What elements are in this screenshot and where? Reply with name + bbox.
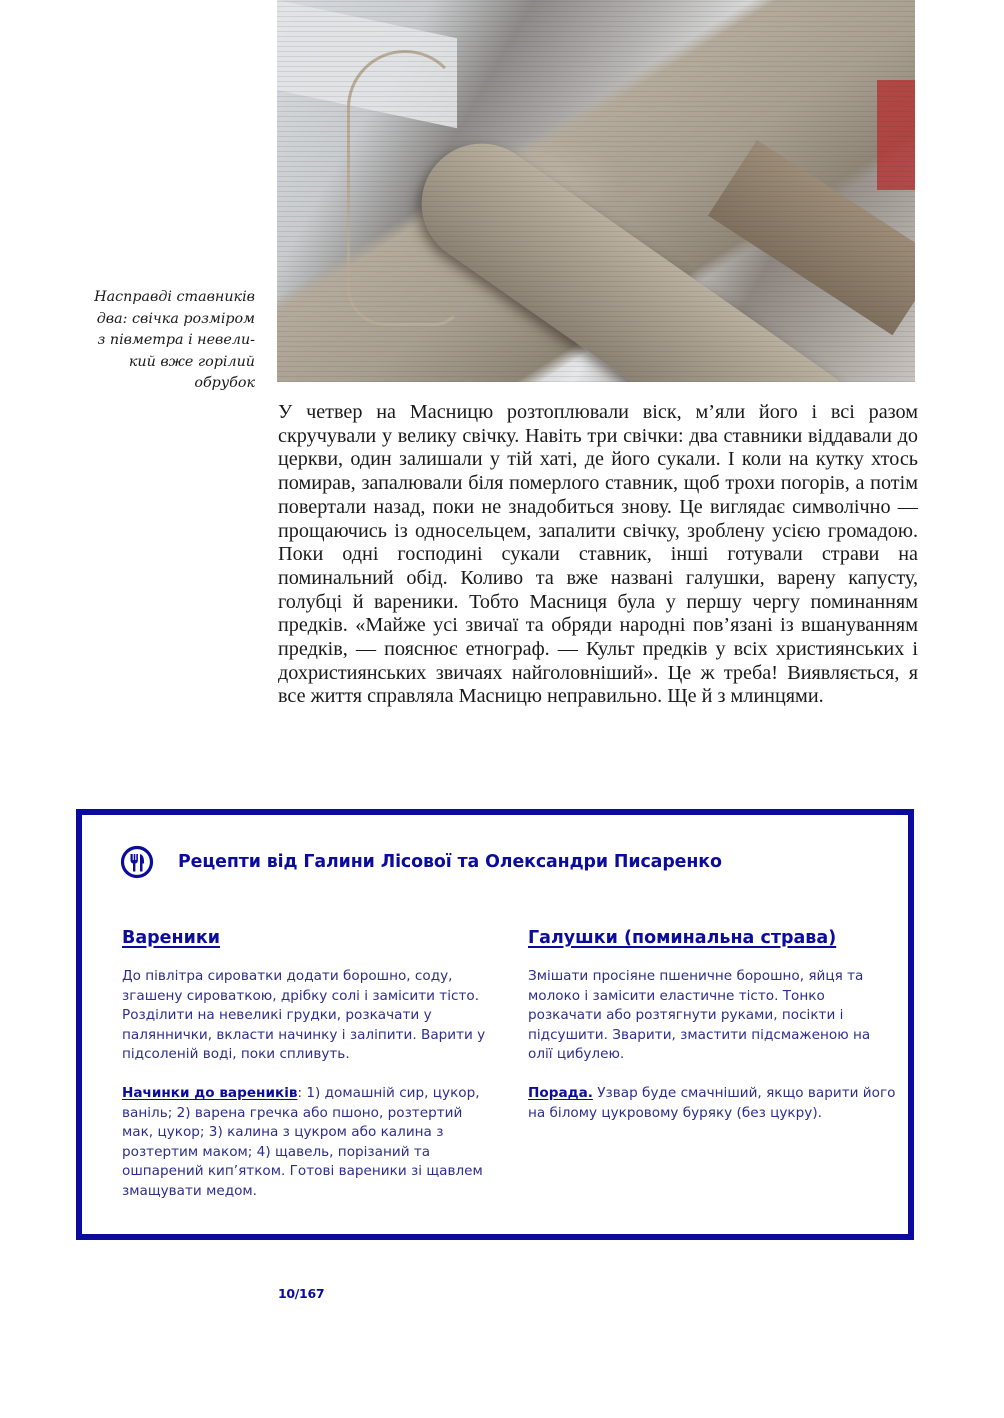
fillings-label: Начинки до вареників <box>122 1084 298 1101</box>
recipes-box <box>76 809 914 1240</box>
recipe-text: До півлітра сироватки додати борошно, соду, згашену сироваткою, дрібку солі і замісити тісто. Розділити на невеликі грудки, розкачати у паляннички, вкласти начинку і заліпити. Варити у підсоленій воді, поки спливуть. <box>122 968 486 1063</box>
fillings-text: : 1) домашній сир, цукор, ваніль; 2) варена гречка або пшоно, розтертий мак, цукор; 3) калина з цукром або калина з розтертим маком; 4) щавель, порізаний та ошпарений кип’ятком. Готові вареники зі щавлем змащувати медом. <box>122 1084 483 1199</box>
newsprint-texture <box>277 0 915 382</box>
recipe-halushky <box>528 928 898 1142</box>
article-paragraph: У четвер на Масницю розтоплювали віск, м’яли його і всі разом скручували у велику свічку. Навіть три свічки: два ставники віддавали до церкви, один залишали у тій хаті, де його сукали. І коли на кутку хтось помирав, запалювали біля померлого ставник, щоб трохи погорів, а потім повертали назад, поки не знадобиться знову. Це виглядає символічно — прощаючись із односельцем, запалити свічку, зроблену усією громадою. Поки одні господині сукали ставник, інші готували страви на поминальний обід. Коливо та вже названі галушки, варену капусту, голубці й вареники. Тобто Масниця була у першу чергу поминанням предків. «Майже усі звичаї та обряди народні пов’язані із вшануванням предків, — пояснює етнограф. — Культ предків у всіх християнських і дохристиянських звичаях найголовніший». Це ж треба! Виявляється, я все життя справляла Масницю неправильно. Ще й з млинцями. <box>278 401 918 708</box>
tip-text: Узвар буде смачніший, якщо варити його на білому цукровому буряку (без цукру). <box>528 1084 896 1121</box>
recipe-fillings <box>122 1084 492 1202</box>
tip-label: Порада. <box>528 1084 593 1101</box>
recipe-tip <box>528 1084 898 1123</box>
caption-line: обрубок <box>194 375 255 391</box>
article-body <box>278 401 918 709</box>
page-number: 10/167 <box>278 1286 325 1301</box>
recipes-header <box>120 845 722 879</box>
recipe-text: Змішати просіяне пшеничне борошно, яйця та молоко і замісити еластичне тісто. Тонко розкачати або розтягнути руками, посікти і підсушити. Зварити, змастити підсмаженою на олії цибулею. <box>528 968 871 1063</box>
recipe-heading: Галушки (поминальна страва) <box>528 928 837 948</box>
caption-line: кий вже горілий <box>128 353 255 370</box>
caption-line: з півметра і невели- <box>97 332 255 348</box>
article-photo <box>277 0 915 382</box>
fork-knife-icon <box>120 845 154 879</box>
caption-line: два: свічка розміром <box>96 310 255 327</box>
photo-caption <box>80 287 255 395</box>
recipe-varenyky <box>122 928 492 1221</box>
caption-line: Насправді ставників <box>94 289 255 305</box>
recipes-title: Рецепти від Галини Лісової та Олександри Писаренко <box>178 852 722 872</box>
recipe-heading: Вареники <box>122 928 221 948</box>
